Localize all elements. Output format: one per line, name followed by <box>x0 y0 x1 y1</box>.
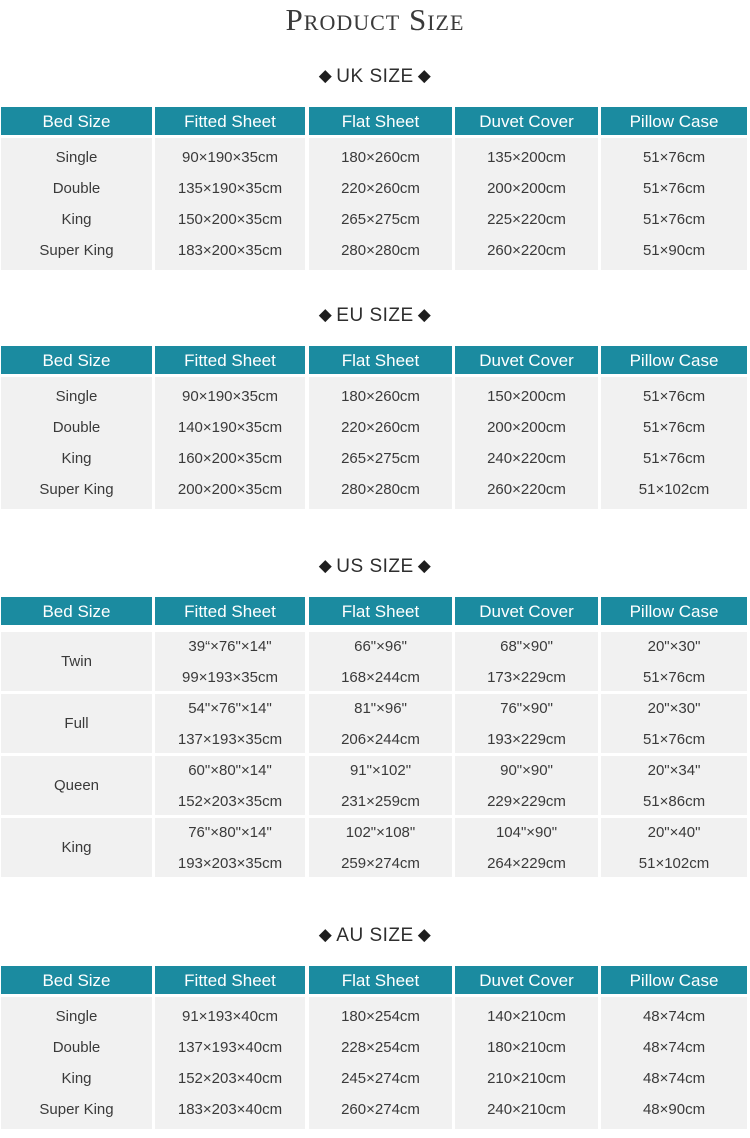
us-title: US SIZE <box>336 556 414 577</box>
size-inch: 20"×40" <box>647 824 701 841</box>
bed-size-cell: King <box>61 839 92 856</box>
size-cm: 51×76cm <box>642 731 706 748</box>
table-cell <box>309 632 452 691</box>
bed-size-cell: Single <box>55 388 98 405</box>
size-cell: 140×190×35cm <box>177 419 283 436</box>
bed-size-cell: Queen <box>53 777 100 794</box>
table-column <box>601 138 747 270</box>
table-column <box>1 377 152 509</box>
bed-size-cell: Full <box>64 715 89 732</box>
size-inch: 66"×96" <box>354 638 407 655</box>
table-cell <box>601 818 747 877</box>
column-header: Bed Size <box>1 597 152 625</box>
table-cell <box>309 756 452 815</box>
table-cell <box>601 694 747 753</box>
column-header: Fitted Sheet <box>155 107 305 135</box>
size-inch: 102"×108" <box>345 824 416 841</box>
column-header: Duvet Cover <box>455 597 598 625</box>
column-header: Pillow Case <box>601 597 747 625</box>
column-header: Flat Sheet <box>309 966 452 994</box>
table-row <box>0 694 750 753</box>
size-cell: 265×275cm <box>341 211 420 228</box>
page-title: Product Size <box>285 2 465 37</box>
size-inch: 76"×90" <box>500 700 553 717</box>
table-cell <box>455 632 598 691</box>
size-cell: 183×203×40cm <box>177 1101 283 1118</box>
size-cell: 51×90cm <box>642 242 706 259</box>
bed-size-cell: Double <box>52 180 101 197</box>
size-cell: 152×203×40cm <box>177 1070 283 1087</box>
au-section-title <box>0 925 750 947</box>
size-cell: 200×200cm <box>487 419 566 436</box>
size-cell: 260×220cm <box>487 242 566 259</box>
size-cm: 51×86cm <box>642 793 706 810</box>
eu-table-header <box>0 346 750 374</box>
size-cell: 48×74cm <box>642 1070 706 1087</box>
size-cell: 180×254cm <box>341 1008 420 1025</box>
column-header: Bed Size <box>1 107 152 135</box>
bed-size-cell: King <box>61 1070 92 1087</box>
table-cell <box>601 756 747 815</box>
size-cell: 51×76cm <box>642 388 706 405</box>
size-inch: 81"×96" <box>354 700 407 717</box>
size-cm: 168×244cm <box>341 669 420 686</box>
size-cell: 240×220cm <box>487 450 566 467</box>
us-section-title <box>0 556 750 578</box>
size-inch: 20"×34" <box>647 762 701 779</box>
bed-size-cell: King <box>61 450 92 467</box>
size-cell: 220×260cm <box>341 180 420 197</box>
table-column <box>155 377 305 509</box>
size-inch: 54"×76"×14" <box>188 700 272 717</box>
diamond-icon: ◆ <box>417 925 432 944</box>
bed-size-cell: Super King <box>39 242 114 259</box>
size-cell: 228×254cm <box>341 1039 420 1056</box>
size-cm: 193×203×35cm <box>177 855 283 872</box>
eu-title: EU SIZE <box>336 305 414 326</box>
size-cm: 173×229cm <box>487 669 566 686</box>
size-inch: 20"×30" <box>647 638 701 655</box>
au-table-header <box>0 966 750 994</box>
size-cell: 51×76cm <box>642 149 706 166</box>
size-cell: 51×76cm <box>642 419 706 436</box>
size-cell: 90×190×35cm <box>182 388 278 405</box>
table-column <box>1 997 152 1129</box>
size-cell: 260×220cm <box>487 481 566 498</box>
size-cell: 280×280cm <box>341 481 420 498</box>
bed-size-cell: King <box>61 211 92 228</box>
size-cm: 206×244cm <box>341 731 420 748</box>
size-cm: 193×229cm <box>487 731 566 748</box>
size-cell: 265×275cm <box>341 450 420 467</box>
table-column <box>455 377 598 509</box>
size-inch: 68"×90" <box>500 638 553 655</box>
size-cell: 140×210cm <box>487 1008 566 1025</box>
size-cell: 90×190×35cm <box>182 149 278 166</box>
bed-size-cell: Double <box>52 1039 101 1056</box>
size-cell: 180×210cm <box>487 1039 566 1056</box>
table-cell <box>155 756 305 815</box>
table-column <box>455 997 598 1129</box>
size-cm: 137×193×35cm <box>177 731 283 748</box>
column-header: Flat Sheet <box>309 107 452 135</box>
size-cell: 150×200×35cm <box>177 211 283 228</box>
size-cell: 260×274cm <box>341 1101 420 1118</box>
table-cell <box>1 818 152 877</box>
size-cell: 160×200×35cm <box>177 450 283 467</box>
size-cell: 51×76cm <box>642 450 706 467</box>
uk-section-title <box>0 66 750 88</box>
table-cell <box>455 694 598 753</box>
size-cell: 183×200×35cm <box>177 242 283 259</box>
size-cell: 150×200cm <box>487 388 566 405</box>
uk-title: UK SIZE <box>336 66 414 87</box>
size-cell: 51×76cm <box>642 180 706 197</box>
size-cm: 231×259cm <box>341 793 420 810</box>
size-inch: 104"×90" <box>495 824 558 841</box>
size-cell: 48×74cm <box>642 1008 706 1025</box>
size-cell: 91×193×40cm <box>182 1008 278 1025</box>
size-cell: 245×274cm <box>341 1070 420 1087</box>
column-header: Duvet Cover <box>455 346 598 374</box>
table-cell <box>1 756 152 815</box>
table-column <box>309 377 452 509</box>
column-header: Bed Size <box>1 346 152 374</box>
diamond-icon: ◆ <box>417 556 432 575</box>
bed-size-cell: Single <box>55 1008 98 1025</box>
column-header: Fitted Sheet <box>155 597 305 625</box>
column-header: Flat Sheet <box>309 597 452 625</box>
diamond-icon: ◆ <box>318 556 333 575</box>
table-row <box>0 756 750 815</box>
table-cell <box>309 694 452 753</box>
size-cm: 152×203×35cm <box>177 793 283 810</box>
column-header: Pillow Case <box>601 107 747 135</box>
size-cell: 220×260cm <box>341 419 420 436</box>
diamond-icon: ◆ <box>417 66 432 85</box>
size-cell: 48×74cm <box>642 1039 706 1056</box>
table-cell <box>1 632 152 691</box>
size-inch: 60"×80"×14" <box>188 762 272 779</box>
table-cell <box>601 632 747 691</box>
size-cell: 48×90cm <box>642 1101 706 1118</box>
table-cell <box>155 818 305 877</box>
uk-table-body <box>0 138 750 270</box>
table-cell <box>155 632 305 691</box>
table-column <box>309 997 452 1129</box>
diamond-icon: ◆ <box>318 925 333 944</box>
size-cell: 180×260cm <box>341 388 420 405</box>
column-header: Fitted Sheet <box>155 346 305 374</box>
table-column <box>601 377 747 509</box>
size-cell: 135×190×35cm <box>177 180 283 197</box>
size-cm: 51×102cm <box>638 855 710 872</box>
table-cell <box>455 756 598 815</box>
column-header: Duvet Cover <box>455 966 598 994</box>
diamond-icon: ◆ <box>417 305 432 324</box>
size-cell: 51×76cm <box>642 211 706 228</box>
table-column <box>455 138 598 270</box>
bed-size-cell: Twin <box>61 653 92 670</box>
table-row <box>0 632 750 691</box>
size-cell: 225×220cm <box>487 211 566 228</box>
diamond-icon: ◆ <box>318 66 333 85</box>
table-cell <box>155 694 305 753</box>
table-cell <box>455 818 598 877</box>
size-inch: 20"×30" <box>647 700 701 717</box>
table-column <box>1 138 152 270</box>
size-cell: 200×200cm <box>487 180 566 197</box>
size-cell: 180×260cm <box>341 149 420 166</box>
size-cm: 229×229cm <box>487 793 566 810</box>
bed-size-cell: Super King <box>39 1101 114 1118</box>
column-header: Duvet Cover <box>455 107 598 135</box>
us-table-header <box>0 597 750 625</box>
au-title: AU SIZE <box>336 925 414 946</box>
table-column <box>309 138 452 270</box>
size-cell: 240×210cm <box>487 1101 566 1118</box>
table-row <box>0 818 750 877</box>
size-cell: 51×102cm <box>638 481 710 498</box>
diamond-icon: ◆ <box>318 305 333 324</box>
au-table-body <box>0 997 750 1129</box>
size-cell: 200×200×35cm <box>177 481 283 498</box>
bed-size-cell: Single <box>55 149 98 166</box>
uk-table-header <box>0 107 750 135</box>
size-cm: 264×229cm <box>487 855 566 872</box>
size-cell: 135×200cm <box>487 149 566 166</box>
column-header: Pillow Case <box>601 966 747 994</box>
size-inch: 91"×102" <box>349 762 412 779</box>
table-column <box>155 997 305 1129</box>
size-cm: 51×76cm <box>642 669 706 686</box>
bed-size-cell: Super King <box>39 481 114 498</box>
table-column <box>155 138 305 270</box>
size-inch: 76"×80"×14" <box>188 824 272 841</box>
size-cell: 210×210cm <box>487 1070 566 1087</box>
table-cell <box>1 694 152 753</box>
column-header: Flat Sheet <box>309 346 452 374</box>
column-header: Bed Size <box>1 966 152 994</box>
column-header: Pillow Case <box>601 346 747 374</box>
table-cell <box>309 818 452 877</box>
column-header: Fitted Sheet <box>155 966 305 994</box>
eu-section-title <box>0 305 750 327</box>
size-inch: 39“×76"×14" <box>188 638 272 655</box>
size-cm: 99×193×35cm <box>182 669 278 686</box>
size-cm: 259×274cm <box>341 855 420 872</box>
eu-table-body <box>0 377 750 509</box>
bed-size-cell: Double <box>52 419 101 436</box>
size-inch: 90"×90" <box>500 762 553 779</box>
size-cell: 137×193×40cm <box>177 1039 283 1056</box>
size-cell: 280×280cm <box>341 242 420 259</box>
table-column <box>601 997 747 1129</box>
